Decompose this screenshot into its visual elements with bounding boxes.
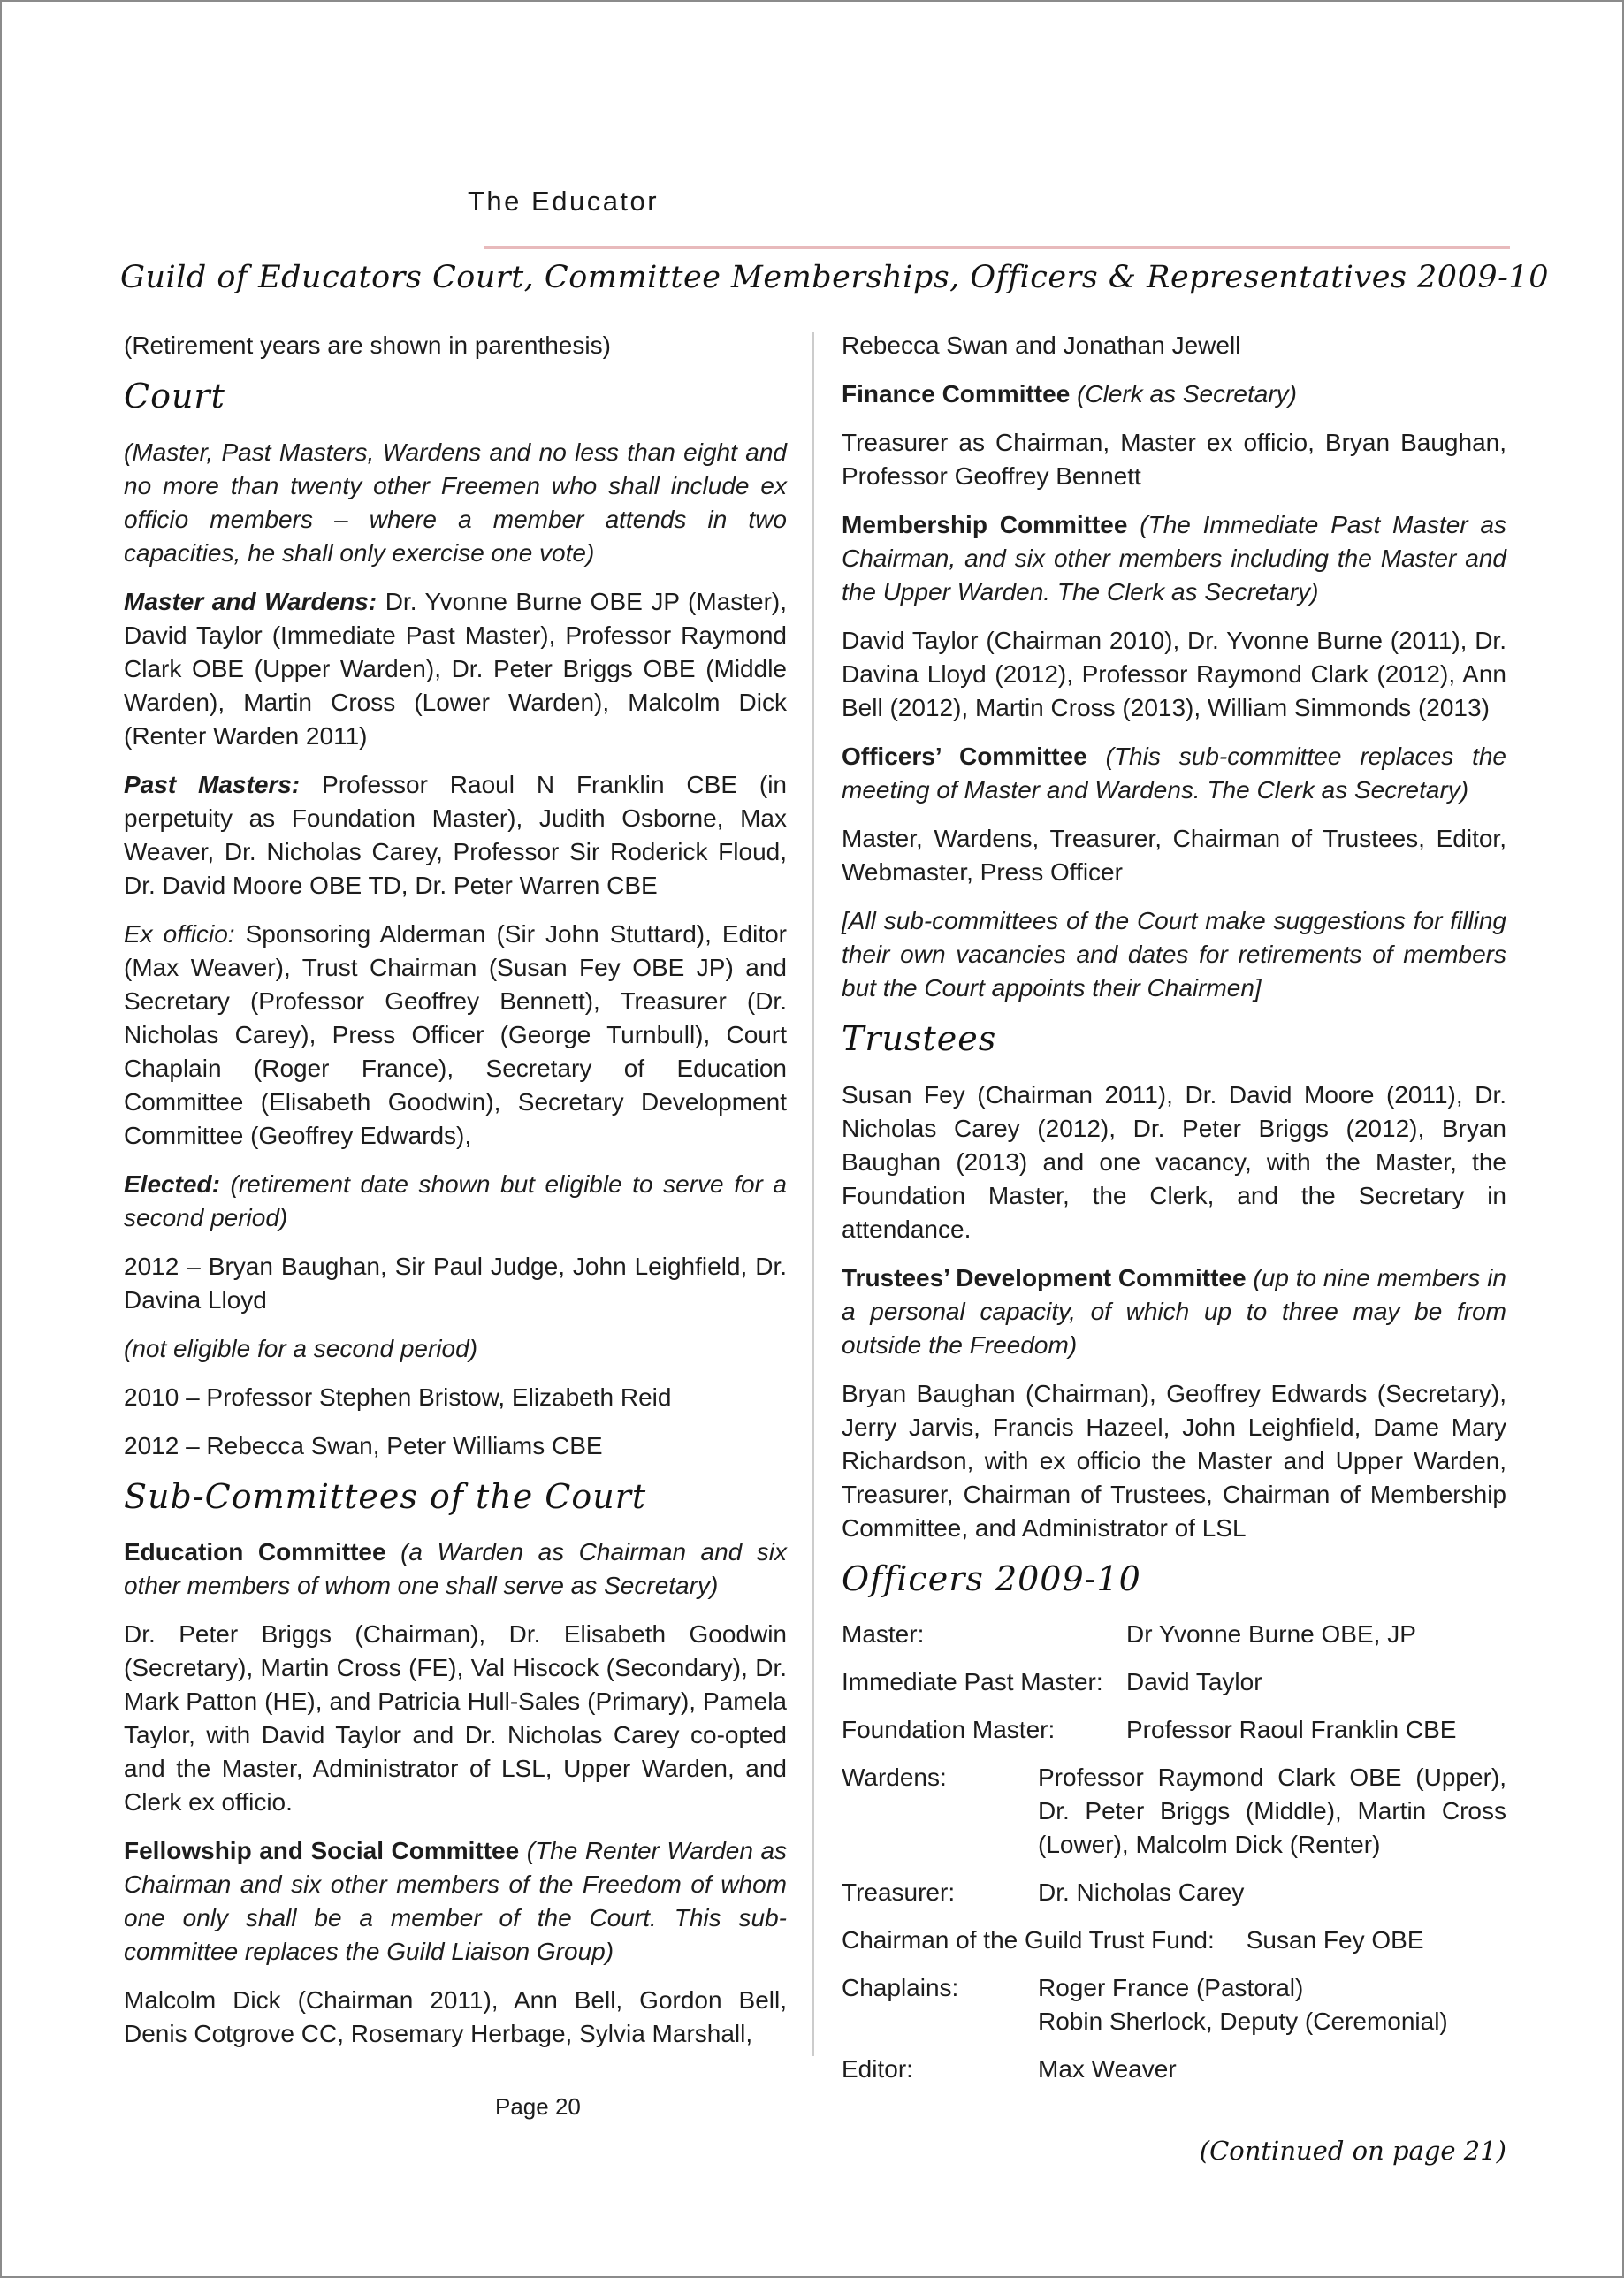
officer-row-immediate-past-master	[842, 1665, 1506, 1699]
past-masters-lead: Past Masters:	[124, 770, 301, 798]
officer-row-chaplains	[842, 1971, 1506, 2038]
left-column	[124, 329, 787, 2066]
finance-committee-desc: (Clerk as Secretary)	[1077, 380, 1297, 408]
trustees-development-heading	[842, 1261, 1506, 1362]
masthead-rule	[484, 246, 1510, 249]
master-and-wardens-paragraph	[124, 585, 787, 753]
retirement-note: (Retirement years are shown in parenthesis)	[124, 331, 611, 359]
elected-2012b-line: 2012 – Rebecca Swan, Peter Williams CBE	[124, 1431, 603, 1459]
page-number: Page 20	[495, 2093, 581, 2120]
officer-row-treasurer	[842, 1876, 1506, 1909]
officer-value: Dr Yvonne Burne OBE, JP	[1126, 1620, 1416, 1649]
master-and-wardens-lead: Master and Wardens:	[124, 587, 377, 615]
finance-committee-name: Finance Committee	[842, 380, 1071, 408]
education-committee-heading	[124, 1535, 787, 1603]
officer-label: Treasurer:	[842, 1878, 956, 1907]
elected-2010-line: 2010 – Professor Stephen Bristow, Elizabeth Reid	[124, 1383, 672, 1411]
column-divider	[812, 332, 814, 2056]
officer-value: Susan Fey OBE	[1246, 1926, 1424, 1954]
elected-paragraph	[124, 1168, 787, 1235]
officer-row-wardens	[842, 1761, 1506, 1862]
membership-committee-desc: (The Immediate Past Master as Chairman, and six other members including the Master and the Upper Warden. The Clerk as Secretary)	[842, 511, 1506, 606]
membership-committee-members: David Taylor (Chairman 2010), Dr. Yvonne Burne (2011), Dr. Davina Lloyd (2012), Professor Raymond Clark (2012), Ann Bell (2012), Martin Cross (2013), William Simmonds (2013)	[842, 627, 1506, 721]
not-eligible-note: (not eligible for a second period)	[124, 1334, 478, 1362]
officers-committee-members: Master, Wardens, Treasurer, Chairman of Trustees, Editor, Webmaster, Press Officer	[842, 825, 1506, 886]
officers-committee-heading	[842, 740, 1506, 807]
fellowship-committee-heading	[124, 1834, 787, 1969]
heading-officers-2009-10: Officers 2009-10	[842, 1558, 1141, 1598]
trustees-development-members: Bryan Baughan (Chairman), Geoffrey Edwards (Secretary), Jerry Jarvis, Francis Hazeel, John Leighfield, Dame Mary Richardson, with ex officio the Master and Upper Warden, Treasurer, Chairman of Trustees, Chairman of Membership Committee, and Administrator of LSL	[842, 1379, 1506, 1542]
court-description: (Master, Past Masters, Wardens and no less than eight and no more than twenty other Freemen who shall include ex officio members – where a member attends in two capacities, he shall only exercise one vote)	[124, 438, 787, 567]
sub-committees-bracket-note: [All sub-committees of the Court make suggestions for filling their own vacancies and dates for retirements of members but the Court appoints their Chairmen]	[842, 907, 1506, 1002]
officer-label: Master:	[842, 1620, 925, 1649]
fellowship-committee-desc: (The Renter Warden as Chairman and six other members of the Freedom of whom one only shall be a member of the Court. This sub-committee replaces the Guild Liaison Group)	[124, 1837, 788, 1966]
fellowship-committee-members: Malcolm Dick (Chairman 2011), Ann Bell, Gordon Bell, Denis Cotgrove CC, Rosemary Herbage, Sylvia Marshall,	[124, 1986, 787, 2048]
elected-lead: Elected:	[124, 1169, 220, 1198]
finance-committee-members: Treasurer as Chairman, Master ex officio, Bryan Baughan, Professor Geoffrey Bennett	[842, 429, 1506, 490]
membership-committee-name: Membership Committee	[842, 511, 1128, 538]
chaplain-line-1: Roger France (Pastoral)	[1038, 1974, 1304, 2002]
elected-text: (retirement date shown but eligible to serve for a second period)	[124, 1169, 788, 1231]
trustees-development-desc: (up to nine members in a personal capacity, of which up to three may be from outside the Freedom)	[842, 1263, 1507, 1359]
fellowship-committee-name: Fellowship and Social Committee	[124, 1837, 520, 1865]
education-committee-members: Dr. Peter Briggs (Chairman), Dr. Elisabeth Goodwin (Secretary), Martin Cross (FE), Val Hiscock (Secondary), Dr. Mark Patton (HE), and Patricia Hull-Sales (Primary), Pamela Taylor, with David Taylor and Dr. Nicholas Carey co-opted and the Master, Administrator of LSL, Upper Warden, and Clerk ex officio.	[124, 1620, 787, 1817]
education-committee-desc: (a Warden as Chairman and six other members of whom one shall serve as Secretary)	[124, 1538, 788, 1600]
past-masters-text: Professor Raoul N Franklin CBE (in perpetuity as Foundation Master), Judith Osborne, Max Weaver, Dr. Nicholas Carey, Professor Sir Roderick Floud, Dr. David Moore OBE TD, Dr. Peter Warren CBE	[124, 770, 788, 899]
ex-officio-text: Sponsoring Alderman (Sir John Stuttard), Editor (Max Weaver), Trust Chairman (Susan Fey OBE JP) and Secretary (Professor Geoffrey Bennett), Treasurer (Dr. Nicholas Carey), Press Officer (George Turnbull), Court Chaplain (Roger France), Secretary of Education Committee (Elisabeth Goodwin), Secretary Development Committee (Geoffrey Edwards),	[124, 919, 787, 1149]
officer-value: Professor Raymond Clark OBE (Upper), Dr. Peter Briggs (Middle), Martin Cross (Lower), Malcolm Dick (Renter)	[1038, 1764, 1506, 1859]
ex-officio-paragraph	[124, 918, 787, 1153]
officer-label: Chaplains:	[842, 1974, 959, 2002]
heading-sub-committees: Sub-Committees of the Court	[124, 1476, 647, 1516]
officer-label: Immediate Past Master:	[842, 1668, 1103, 1696]
heading-court: Court	[124, 377, 225, 415]
officer-row-guild-trust-chairman	[842, 1924, 1506, 1957]
officers-committee-desc: (This sub-committee replaces the meeting of Master and Wardens. The Clerk as Secretary)	[842, 743, 1507, 804]
elected-2012-line: 2012 – Bryan Baughan, Sir Paul Judge, John Leighfield, Dr. Davina Lloyd	[124, 1252, 787, 1314]
officer-label: Chairman of the Guild Trust Fund:	[842, 1926, 1215, 1954]
officer-row-master	[842, 1618, 1506, 1651]
past-masters-paragraph	[124, 768, 787, 903]
heading-trustees: Trustees	[842, 1019, 997, 1058]
officer-label: Editor:	[842, 2055, 913, 2084]
page-title: Guild of Educators Court, Committee Memberships, Officers & Representatives 2009-10	[120, 260, 1549, 295]
chaplain-line-2: Robin Sherlock, Deputy (Ceremonial)	[1038, 2008, 1448, 2036]
officer-value: Professor Raoul Franklin CBE	[1126, 1716, 1457, 1744]
officer-label: Foundation Master:	[842, 1716, 1056, 1744]
officer-value	[1038, 1971, 1506, 2038]
masthead: The Educator	[468, 186, 660, 217]
master-and-wardens-text: Dr. Yvonne Burne OBE JP (Master), David Taylor (Immediate Past Master), Professor Raymond Clark OBE (Upper Warden), Dr. Peter Briggs OBE (Middle Warden), Martin Cross (Lower Warden), Malcolm Dick (Renter Warden 2011)	[124, 587, 788, 750]
officers-committee-name: Officers’ Committee	[842, 743, 1087, 770]
trustees-development-name: Trustees’ Development Committee	[842, 1263, 1247, 1291]
finance-committee-heading	[842, 377, 1506, 411]
fellowship-members-carryover: Rebecca Swan and Jonathan Jewell	[842, 331, 1241, 359]
officer-row-editor	[842, 2053, 1506, 2086]
officer-value: Dr. Nicholas Carey	[1038, 1878, 1245, 1907]
membership-committee-heading	[842, 508, 1506, 609]
continued-note: (Continued on page 21)	[1199, 2136, 1506, 2167]
education-committee-name: Education Committee	[124, 1538, 386, 1566]
officer-value: Max Weaver	[1038, 2055, 1177, 2084]
ex-officio-lead: Ex officio:	[124, 919, 235, 948]
trustees-members: Susan Fey (Chairman 2011), Dr. David Moore (2011), Dr. Nicholas Carey (2012), Dr. Peter Briggs (2012), Bryan Baughan (2013) and one vacancy, with the Master, the Foundation Master, the Clerk, and the Secretary in attendance.	[842, 1080, 1506, 1243]
officer-value: David Taylor	[1126, 1668, 1262, 1696]
officer-row-foundation-master	[842, 1713, 1506, 1747]
right-column	[842, 329, 1506, 2166]
officer-label: Wardens:	[842, 1764, 947, 1792]
